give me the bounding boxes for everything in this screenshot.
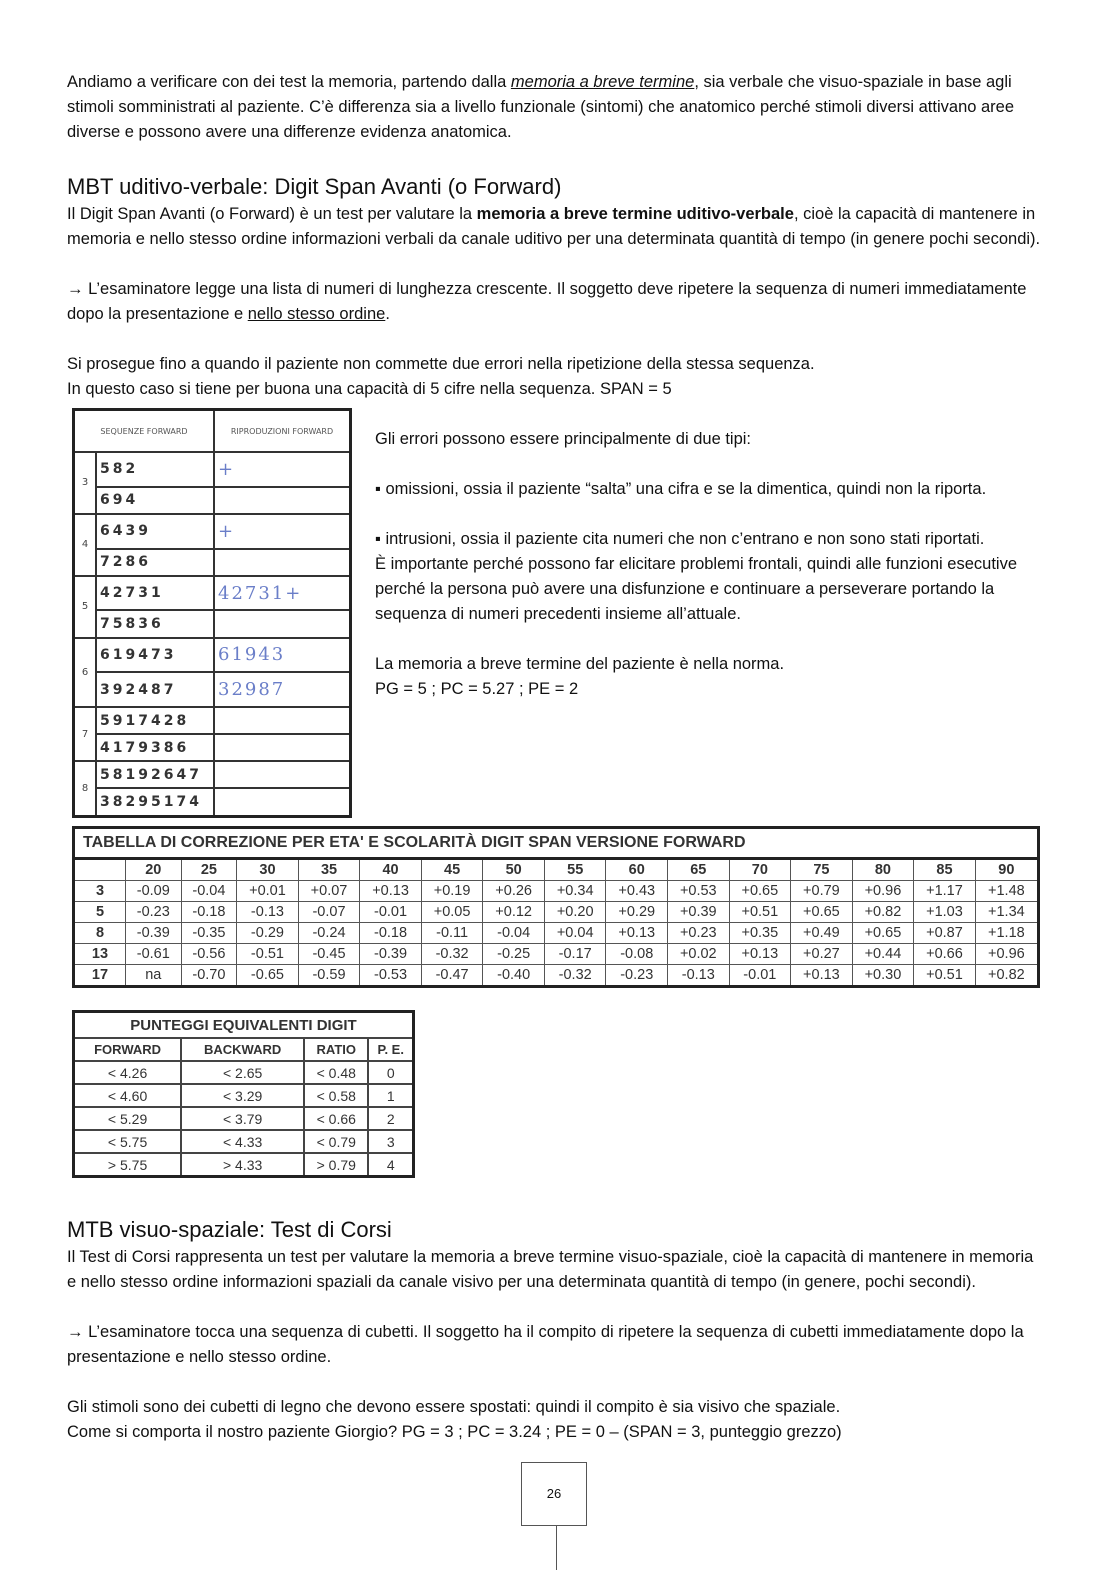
table-cell: 0 bbox=[368, 1061, 413, 1084]
age-header-row bbox=[74, 859, 1039, 881]
correction-value: +0.19 bbox=[421, 881, 483, 902]
section-heading-corsi: MTB visuo-spaziale: Test di Corsi bbox=[67, 1217, 392, 1242]
correction-value: +0.51 bbox=[914, 965, 976, 987]
digit-span-description bbox=[67, 202, 1042, 252]
page-number-line bbox=[556, 1525, 557, 1570]
sequence-cell: 75836 bbox=[96, 610, 214, 637]
correction-value: -0.04 bbox=[181, 881, 237, 902]
table-row bbox=[74, 610, 351, 637]
correction-value: +0.07 bbox=[298, 881, 360, 902]
intro-text: Andiamo a verificare con dei test la memoria, partendo dalla bbox=[67, 73, 511, 91]
sequence-length: 6 bbox=[74, 638, 97, 707]
table-row bbox=[74, 965, 1039, 987]
correction-value: +0.26 bbox=[483, 881, 545, 902]
reproduction-cell bbox=[214, 610, 351, 637]
correction-value: -0.23 bbox=[606, 965, 668, 987]
age-header: 20 bbox=[126, 859, 182, 881]
header-row bbox=[74, 1038, 414, 1061]
reproduction-cell: 61943 bbox=[214, 638, 351, 673]
table-cell: < 5.75 bbox=[74, 1130, 182, 1153]
correction-value: -0.40 bbox=[483, 965, 545, 987]
correction-value: +0.27 bbox=[791, 944, 853, 965]
table-cell: > 5.75 bbox=[74, 1153, 182, 1177]
correction-value: +1.03 bbox=[914, 902, 976, 923]
correction-value: -0.39 bbox=[360, 944, 422, 965]
correction-value: +0.35 bbox=[729, 923, 791, 944]
table-row bbox=[74, 1084, 414, 1107]
correction-value: +0.96 bbox=[975, 944, 1038, 965]
correction-value: +0.49 bbox=[791, 923, 853, 944]
digit-span-procedure bbox=[67, 277, 1042, 327]
sequence-cell: 38295174 bbox=[96, 788, 214, 816]
sequence-length: 3 bbox=[74, 452, 97, 514]
table-row bbox=[74, 514, 351, 549]
schooling-years: 17 bbox=[74, 965, 126, 987]
correction-value: -0.70 bbox=[181, 965, 237, 987]
title-row bbox=[74, 828, 1039, 859]
table-row bbox=[74, 788, 351, 816]
table-cell: < 0.58 bbox=[304, 1084, 368, 1107]
table-row bbox=[74, 1153, 414, 1177]
correction-value: +0.05 bbox=[421, 902, 483, 923]
sequence-length: 7 bbox=[74, 707, 97, 761]
table-cell: < 4.33 bbox=[181, 1130, 304, 1153]
correction-value: +0.01 bbox=[237, 881, 299, 902]
sequence-cell: 6439 bbox=[96, 514, 214, 549]
text: Il Digit Span Avanti (o Forward) è un test per valutare la bbox=[67, 205, 477, 223]
correction-value: -0.24 bbox=[298, 923, 360, 944]
errors-column bbox=[375, 427, 1040, 702]
age-header: 85 bbox=[914, 859, 976, 881]
correction-value: +0.20 bbox=[544, 902, 606, 923]
norm-text: La memoria a breve termine del paziente è nella norma. bbox=[375, 655, 785, 673]
reproduction-cell: 32987 bbox=[214, 672, 351, 707]
corsi-description: Il Test di Corsi rappresenta un test per valutare la memoria a breve termine visuo-spaziale, cioè la capacità di mantenere in memoria e nello stesso ordine informazioni spaziali da canale visivo per una determinata quantità di tempo (in genere, pochi secondi). bbox=[67, 1248, 1034, 1291]
correction-value: -0.13 bbox=[237, 902, 299, 923]
correction-value: -0.09 bbox=[126, 881, 182, 902]
age-header: 65 bbox=[668, 859, 730, 881]
age-header: 80 bbox=[852, 859, 914, 881]
correction-value: +0.39 bbox=[668, 902, 730, 923]
table-cell: < 3.29 bbox=[181, 1084, 304, 1107]
age-header: 40 bbox=[360, 859, 422, 881]
importance-text: È importante perché possono far elicitare problemi frontali, quindi alle funzioni esecutive perché la persona può avere una disfunzione e continuare a perseverare portando la sequenza di numeri precedenti insieme all’attuale. bbox=[375, 555, 1018, 623]
correction-value: -0.53 bbox=[360, 965, 422, 987]
correction-value: +0.79 bbox=[791, 881, 853, 902]
table-row bbox=[74, 1061, 414, 1084]
correction-value: +0.65 bbox=[791, 902, 853, 923]
table-row bbox=[74, 452, 351, 487]
reproduction-cell bbox=[214, 707, 351, 734]
correction-value: +0.02 bbox=[668, 944, 730, 965]
sequence-length: 8 bbox=[74, 761, 97, 816]
age-header: 60 bbox=[606, 859, 668, 881]
correction-value: -0.65 bbox=[237, 965, 299, 987]
correction-value: +0.13 bbox=[360, 881, 422, 902]
intro-paragraph bbox=[67, 70, 1042, 145]
schooling-years: 3 bbox=[74, 881, 126, 902]
intro-emphasis: memoria a breve termine bbox=[510, 73, 695, 91]
age-header: 70 bbox=[729, 859, 791, 881]
reproduction-cell bbox=[214, 487, 351, 514]
reproduction-cell bbox=[214, 761, 351, 788]
schooling-years: 13 bbox=[74, 944, 126, 965]
reproduction-cell bbox=[214, 549, 351, 576]
correction-value: -0.51 bbox=[237, 944, 299, 965]
section-heading-digit-span: MBT uditivo-verbale: Digit Span Avanti (o Forward) bbox=[67, 174, 562, 199]
correction-value: -0.59 bbox=[298, 965, 360, 987]
correction-value: -0.25 bbox=[483, 944, 545, 965]
sequence-cell: 42731 bbox=[96, 576, 214, 611]
table-cell: 4 bbox=[368, 1153, 413, 1177]
forward-sequence-table bbox=[72, 408, 352, 818]
page-number: 26 bbox=[521, 1462, 587, 1526]
table-row bbox=[74, 1107, 414, 1130]
bold-text: memoria a breve termine uditivo-verbale bbox=[476, 205, 794, 223]
correction-value: -0.35 bbox=[181, 923, 237, 944]
correction-value: +0.13 bbox=[729, 944, 791, 965]
text: . bbox=[385, 305, 390, 323]
table-cell: 1 bbox=[368, 1084, 413, 1107]
correction-value: -0.39 bbox=[126, 923, 182, 944]
correction-value: +1.17 bbox=[914, 881, 976, 902]
correction-value: +0.12 bbox=[483, 902, 545, 923]
correction-value: -0.29 bbox=[237, 923, 299, 944]
span-result: In questo caso si tiene per buona una capacità di 5 cifre nella sequenza. SPAN = 5 bbox=[67, 380, 672, 398]
column-header: RIPRODUZIONI FORWARD bbox=[214, 410, 351, 453]
reproduction-cell: + bbox=[214, 452, 351, 487]
correction-value: -0.45 bbox=[298, 944, 360, 965]
correction-value: -0.04 bbox=[483, 923, 545, 944]
sequence-cell: 582 bbox=[96, 452, 214, 487]
correction-value: -0.56 bbox=[181, 944, 237, 965]
sequence-cell: 58192647 bbox=[96, 761, 214, 788]
column-header: FORWARD bbox=[74, 1038, 182, 1061]
sequence-length: 4 bbox=[74, 514, 97, 576]
correction-value: +1.34 bbox=[975, 902, 1038, 923]
table-title: TABELLA DI CORREZIONE PER ETA' E SCOLARITÀ DIGIT SPAN VERSIONE FORWARD bbox=[74, 828, 1039, 859]
text: , cioè la capacità di mantenere in memoria e nello stesso ordine informazioni verbali da canale uditivo per una determinata quantità di tempo (in genere pochi secondi). bbox=[67, 205, 1041, 248]
correction-value: -0.07 bbox=[298, 902, 360, 923]
table-cell: > 4.33 bbox=[181, 1153, 304, 1177]
table-row bbox=[74, 707, 351, 734]
correction-value: +0.23 bbox=[668, 923, 730, 944]
correction-value: +0.13 bbox=[791, 965, 853, 987]
correction-value: -0.01 bbox=[729, 965, 791, 987]
omissions-text: omissioni, ossia il paziente “salta” una cifra e se la dimentica, quindi non la riporta. bbox=[385, 480, 987, 498]
correction-value: +0.04 bbox=[544, 923, 606, 944]
table-title: PUNTEGGI EQUIVALENTI DIGIT bbox=[74, 1012, 414, 1039]
correction-value: -0.01 bbox=[360, 902, 422, 923]
table-cell: < 2.65 bbox=[181, 1061, 304, 1084]
age-header bbox=[74, 859, 126, 881]
correction-value: -0.32 bbox=[421, 944, 483, 965]
table-cell: < 0.48 bbox=[304, 1061, 368, 1084]
intrusions-text: intrusioni, ossia il paziente cita numeri che non c’entrano e non sono stati riportati. bbox=[385, 530, 985, 548]
correction-value: -0.18 bbox=[181, 902, 237, 923]
correction-value: +0.82 bbox=[975, 965, 1038, 987]
correction-value: -0.13 bbox=[668, 965, 730, 987]
correction-value: +0.96 bbox=[852, 881, 914, 902]
table-cell: 3 bbox=[368, 1130, 413, 1153]
correction-value: -0.08 bbox=[606, 944, 668, 965]
table-cell: < 5.29 bbox=[74, 1107, 182, 1130]
correction-value: +0.66 bbox=[914, 944, 976, 965]
correction-value: -0.23 bbox=[126, 902, 182, 923]
reproduction-cell: 42731+ bbox=[214, 576, 351, 611]
reproduction-cell bbox=[214, 788, 351, 816]
correction-value: -0.17 bbox=[544, 944, 606, 965]
header-row bbox=[74, 410, 351, 453]
sequence-cell: 694 bbox=[96, 487, 214, 514]
age-header: 75 bbox=[791, 859, 853, 881]
table-row bbox=[74, 1130, 414, 1153]
correction-value: +0.29 bbox=[606, 902, 668, 923]
table-cell: < 0.79 bbox=[304, 1130, 368, 1153]
corsi-procedure: → L’esaminatore tocca una sequenza di cubetti. Il soggetto ha il compito di ripetere la sequenza di cubetti immediatamente dopo la presentazione e nello stesso ordine. bbox=[67, 1323, 1024, 1366]
table-row bbox=[74, 576, 351, 611]
correction-value: +1.18 bbox=[975, 923, 1038, 944]
table-row bbox=[74, 638, 351, 673]
age-header: 35 bbox=[298, 859, 360, 881]
correction-value: +0.65 bbox=[852, 923, 914, 944]
sequence-cell: 4179386 bbox=[96, 734, 214, 761]
table-row bbox=[74, 923, 1039, 944]
table-row bbox=[74, 944, 1039, 965]
correction-value: +0.65 bbox=[729, 881, 791, 902]
corsi-stimuli: Gli stimoli sono dei cubetti di legno che devono essere spostati: quindi il compito è sia visivo che spaziale. bbox=[67, 1398, 841, 1416]
correction-value: -0.61 bbox=[126, 944, 182, 965]
age-header: 55 bbox=[544, 859, 606, 881]
correction-value: +0.87 bbox=[914, 923, 976, 944]
reproduction-cell bbox=[214, 734, 351, 761]
text: → L’esaminatore legge una lista di numeri di lunghezza crescente. Il soggetto deve ripetere la sequenza di numeri immediatamente dopo la presentazione e bbox=[67, 280, 1027, 323]
column-header: P. E. bbox=[368, 1038, 413, 1061]
correction-value: na bbox=[126, 965, 182, 987]
correction-table bbox=[72, 826, 1040, 988]
equivalent-scores-table bbox=[72, 1010, 415, 1178]
schooling-years: 8 bbox=[74, 923, 126, 944]
column-header: SEQUENZE FORWARD bbox=[74, 410, 215, 453]
correction-value: +0.43 bbox=[606, 881, 668, 902]
correction-value: +0.34 bbox=[544, 881, 606, 902]
correction-value: +0.51 bbox=[729, 902, 791, 923]
table-row bbox=[74, 734, 351, 761]
correction-value: -0.18 bbox=[360, 923, 422, 944]
age-header: 50 bbox=[483, 859, 545, 881]
reproduction-cell: + bbox=[214, 514, 351, 549]
table-cell: < 4.26 bbox=[74, 1061, 182, 1084]
correction-value: +0.53 bbox=[668, 881, 730, 902]
correction-value: +0.82 bbox=[852, 902, 914, 923]
table-row bbox=[74, 487, 351, 514]
underlined-text: nello stesso ordine bbox=[247, 305, 386, 323]
title-row bbox=[74, 1012, 414, 1039]
table-cell: < 0.66 bbox=[304, 1107, 368, 1130]
schooling-years: 5 bbox=[74, 902, 126, 923]
table-row bbox=[74, 881, 1039, 902]
column-header: RATIO bbox=[304, 1038, 368, 1061]
intrusions-item: ▪ intrusioni, ossia il paziente cita numeri che non c’entrano e non sono stati riportati. bbox=[375, 530, 985, 548]
sequence-cell: 5917428 bbox=[96, 707, 214, 734]
sequence-cell: 7286 bbox=[96, 549, 214, 576]
corsi-result: Come si comporta il nostro paziente Giorgio? PG = 3 ; PC = 3.24 ; PE = 0 – (SPAN = 3, punteggio grezzo) bbox=[67, 1423, 842, 1441]
correction-value: +0.13 bbox=[606, 923, 668, 944]
correction-value: +0.44 bbox=[852, 944, 914, 965]
correction-value: +0.30 bbox=[852, 965, 914, 987]
table-cell: < 4.60 bbox=[74, 1084, 182, 1107]
age-header: 90 bbox=[975, 859, 1038, 881]
sequence-cell: 392487 bbox=[96, 672, 214, 707]
correction-value: -0.47 bbox=[421, 965, 483, 987]
table-cell: 2 bbox=[368, 1107, 413, 1130]
scores-text: PG = 5 ; PC = 5.27 ; PE = 2 bbox=[375, 680, 579, 698]
column-header: BACKWARD bbox=[181, 1038, 304, 1061]
stop-rule: Si prosegue fino a quando il paziente non commette due errori nella ripetizione della stessa sequenza. bbox=[67, 355, 815, 373]
age-header: 30 bbox=[237, 859, 299, 881]
table-row bbox=[74, 902, 1039, 923]
correction-value: -0.32 bbox=[544, 965, 606, 987]
intro-text-end: , sia verbale che visuo-spaziale in base agli stimoli somministrati al paziente. C’è differenza sia a livello funzionale (sintomi) che anatomico perché stimoli diversi attivano aree diverse e possono avere una differenze evidenza anatomica. bbox=[67, 73, 1015, 141]
correction-value: -0.11 bbox=[421, 923, 483, 944]
sequence-length: 5 bbox=[74, 576, 97, 638]
age-header: 25 bbox=[181, 859, 237, 881]
table-cell: > 0.79 bbox=[304, 1153, 368, 1177]
omissions-item: ▪ omissioni, ossia il paziente “salta” una cifra e se la dimentica, quindi non la riporta. bbox=[375, 480, 987, 498]
table-row bbox=[74, 549, 351, 576]
age-header: 45 bbox=[421, 859, 483, 881]
sequence-cell: 619473 bbox=[96, 638, 214, 673]
table-row bbox=[74, 761, 351, 788]
table-row bbox=[74, 672, 351, 707]
table-cell: < 3.79 bbox=[181, 1107, 304, 1130]
errors-intro: Gli errori possono essere principalmente di due tipi: bbox=[375, 430, 752, 448]
correction-value: +1.48 bbox=[975, 881, 1038, 902]
